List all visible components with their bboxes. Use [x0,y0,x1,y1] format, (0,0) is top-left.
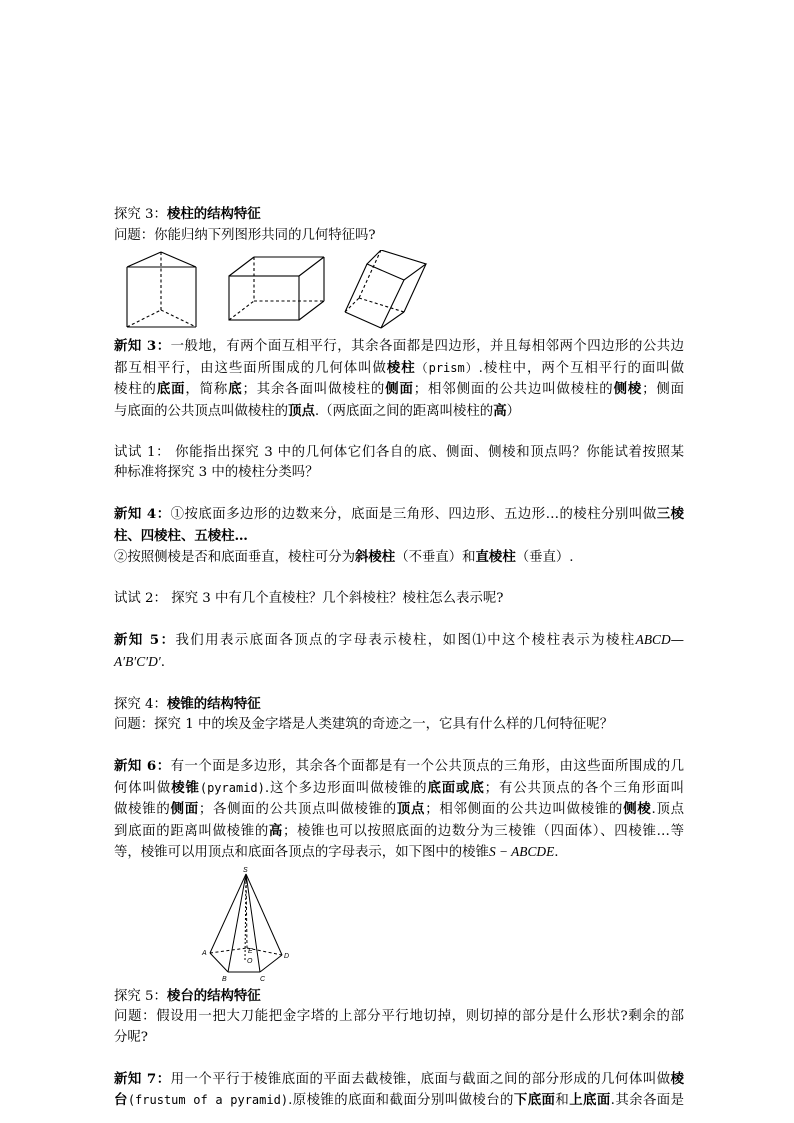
section4-heading: 探究 4：棱锥的结构特征 [114,695,261,712]
vertex-label-c: C [260,975,266,983]
box-prism-figure [229,257,324,320]
section3-heading [114,204,684,226]
vertex-label-o: O [247,957,253,965]
section5-title: 棱台的结构特征 [166,987,261,1004]
section5-heading: 探究 5：棱台的结构特征 [114,987,261,1004]
vertex-label-b: B [222,975,227,983]
xinzhi7-paragraph: 新知 7：用一个平行于棱锥底面的平面去截棱锥，底面与截面之间的部分形成的几何体叫做棱 台(frustum of a pyramid).原棱锥的底面和截面分别叫做棱台的下底面和上底面.其余各面是 [114,1070,685,1108]
triangular-prism-figure [127,252,196,327]
section3-prefix: 探究 3： [114,207,167,222]
document-body: 探究 3：棱柱的结构特征 问题：你能归纳下列图形共同的几何特征吗? 新知 3：一般地，有两个面互相平行，其余各面都是四边形，并且每相邻两个四边形的公共边 都互相平行，由这些面所围成的几何体叫做棱柱（prism）.棱柱中，两个互相平行的面叫做 棱柱的底面，简称底；其余各面叫做棱柱的侧面；相邻侧面的公共边叫做棱柱的侧棱；侧面 与底面的公共顶点叫做棱柱的顶点.（两底面之间的距离叫棱柱的高） 试试 1： 你能指出探究 3 中的几何体它们各自的底、侧面、侧棱和顶点吗？你能试着按照某 种标准将探究 3 中的棱柱分类吗？ 新知 4：①按底面多边形的边数来分，底面是三角形、四边形、五边形…的棱柱分别叫做三棱 柱、四棱柱、五棱柱… ②按照侧棱是否和底面垂直，棱柱可分为斜棱柱（不垂直）和直棱柱（垂直）. 试试 2： 探究 3 中有几个直棱柱？几个斜棱柱？棱柱怎么表示呢? 新知 5：我们用表示底面各顶点的字母表示棱柱，如图⑴中这个棱柱表示为棱柱ABCD— A′B′C′D′. 探究 4：棱锥的结构特征 问题：探究 1 中的埃及金字塔是人类建筑的奇迹之一，它具有什么样的几何特征呢？ 新知 6：有一个面是多边形，其余各个面都是有一个公共顶点的三角形，由这些面所围成的几 何体叫做棱锥(pyramid).这个多边形面叫做棱锥的底面或底；有公共顶点的各个三角形面叫 做棱锥的侧面；各侧面的公共顶点叫做棱锥的顶点；相邻侧面的公共边叫做棱锥的侧棱.顶点 到底面的距离叫做棱锥的高；棱锥也可以按照底面的边数分为三棱锥（四面体）、四棱锥…等 等，棱锥可以用顶点和底面各顶点的字母表示，如下图中的棱锥S − ABCDE. S A B C D E O 探究 5：棱台的结构特征 问题：假设用一把大刀能把金字塔的上部分平行地切掉，则切掉的部分是什么形状?剩余的部 分呢? 新知 7：用一个平行于棱锥底面的平面去截棱锥，底面与截面之间的部分形成的几何体叫做棱 台(frustum of a pyramid).原棱锥的底面和截面分别叫做棱台的下底面和上底面.其余各面是 [114,204,684,1112]
xinzhi3-paragraph: 新知 3：一般地，有两个面互相平行，其余各面都是四边形，并且每相邻两个四边形的公共边 都互相平行，由这些面所围成的几何体叫做棱柱（prism）.棱柱中，两个互相平行的面叫做 棱柱的底面，简称底；其余各面叫做棱柱的侧面；相邻侧面的公共边叫做棱柱的侧棱；侧面 与底面的公共顶点叫做棱柱的顶点.（两底面之间的距离叫棱柱的高） [114,338,685,419]
pyramid-figure [200,866,300,984]
shishi1-paragraph: 试试 1： 你能指出探究 3 中的几何体它们各自的底、侧面、侧棱和顶点吗？你能试着按照某 种标准将探究 3 中的棱柱分类吗？ [114,444,684,480]
vertex-label-e: E [248,947,253,955]
prism-figures [114,250,444,330]
xinzhi6-paragraph: 新知 6：有一个面是多边形，其余各个面都是有一个公共顶点的三角形，由这些面所围成的几 何体叫做棱锥(pyramid).这个多边形面叫做棱锥的底面或底；有公共顶点的各个三角形面叫 做棱锥的侧面；各侧面的公共顶点叫做棱锥的顶点；相邻侧面的公共边叫做棱锥的侧棱.顶点 到底面的距离叫做棱锥的高；棱锥也可以按照底面的边数分为三棱锥（四面体）、四棱锥…等 等，棱锥可以用顶点和底面各顶点的字母表示，如下图中的棱锥S − ABCDE. [114,758,685,860]
xinzhi5-paragraph: 新知 5：我们用表示底面各顶点的字母表示棱柱，如图⑴中这个棱柱表示为棱柱ABCD— A′B′C′D′. [114,632,685,670]
section3-question: 问题：你能归纳下列图形共同的几何特征吗? [114,227,376,243]
oblique-prism-figure [345,250,426,328]
shishi2-paragraph: 试试 2： 探究 3 中有几个直棱柱？几个斜棱柱？棱柱怎么表示呢? [114,591,504,606]
vertex-label-d: D [284,952,290,960]
vertex-label-s: S [243,866,248,874]
section3-title: 棱柱的结构特征 [166,206,261,222]
section4-title: 棱锥的结构特征 [166,695,261,712]
section4-question: 问题：探究 1 中的埃及金字塔是人类建筑的奇迹之一，它具有什么样的几何特征呢？ [114,717,614,732]
vertex-label-a: A [202,949,207,957]
xinzhi4-paragraph: 新知 4：①按底面多边形的边数来分，底面是三角形、四边形、五边形…的棱柱分别叫做三棱 柱、四棱柱、五棱柱… ②按照侧棱是否和底面垂直，棱柱可分为斜棱柱（不垂直）和直棱柱（垂直）. [114,506,684,565]
